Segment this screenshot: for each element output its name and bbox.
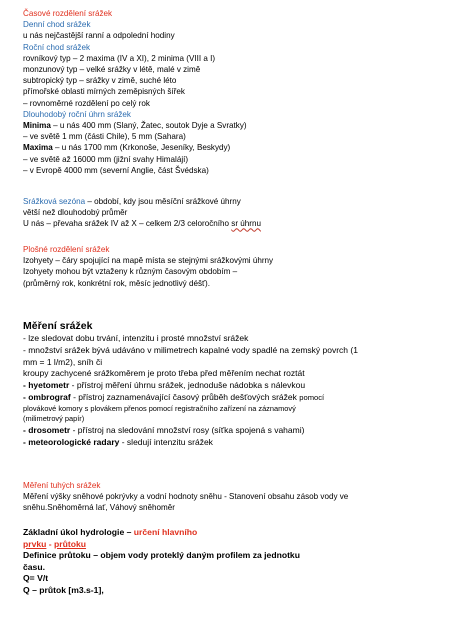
- season-text: – období, kdy jsou měsíční srážkové úhrny: [85, 197, 241, 206]
- text-line-maxima: [23, 142, 459, 153]
- section-measurement: [23, 319, 459, 448]
- text-span: U nás – převaha srážek IV až X – celkem 2/3 celoročního: [23, 219, 232, 229]
- text-line: času.: [23, 561, 45, 572]
- section-title: Měření tuhých srážek: [23, 481, 101, 490]
- hydrology-title: [23, 527, 459, 539]
- formula: Q= V/t: [23, 573, 49, 584]
- maxima-text: – u nás 1700 mm (Krkonoše, Jeseníky, Beskydy): [52, 143, 231, 153]
- subheading-longterm: Dlouhodobý roční úhrn srážek: [23, 109, 131, 119]
- text-line: kroupy zachycené srážkoměrem je proto třeba před měřením nechat roztát: [23, 368, 305, 379]
- instrument-term: - hyetometr: [23, 380, 70, 391]
- section-season: [23, 196, 459, 230]
- text-line: Izohyety mohou být vztaženy k různým časovým obdobím –: [23, 267, 238, 277]
- text-line: – rovnoměrné rozdělení po celý rok: [23, 98, 150, 108]
- section-title: Časové rozdělení srážek: [23, 9, 113, 18]
- text-line: Definice průtoku – objem vody proteklý daným profilem za jednotku: [23, 550, 300, 561]
- text-line: větší než dlouhodobý průměr: [23, 208, 128, 218]
- section-heading: Měření srážek: [23, 320, 93, 332]
- instrument-drosometr: [23, 425, 459, 437]
- text-line: subtropický typ – srážky v zimě, suché léto: [23, 76, 177, 86]
- hydrology-title-line2: [23, 539, 459, 551]
- instrument-term: - drosometr: [23, 424, 71, 435]
- text-line: [23, 218, 459, 229]
- maxima-label: Maxima: [23, 143, 53, 153]
- section-spatial-distribution: [23, 244, 459, 289]
- formula-unit: Q – průtok [m3.s-1],: [23, 584, 104, 595]
- text-line-minima: [23, 120, 459, 131]
- section-title: Plošné rozdělení srážek: [23, 245, 110, 254]
- instrument-term: - meteorologické radary: [23, 436, 120, 447]
- text-line: - množství srážek bývá udáváno v milimetrech kapalné vody spadlé na zemský povrch (1: [23, 344, 358, 355]
- text-line: rovníkový typ – 2 maxima (IV a XI), 2 minima (VIII a I): [23, 53, 216, 63]
- minima-text: – u nás 400 mm (Slaný, Žatec, soutok Dyje a Svratky): [50, 121, 247, 131]
- section-hydrology: [23, 527, 459, 597]
- text-line: mm = 1 l/m2), sníh či: [23, 356, 103, 367]
- text-line-season: [23, 196, 459, 207]
- text-line: plovákové komory s plovákem přenos pomocí registračního zařízení na záznamový: [23, 403, 296, 413]
- instrument-hyetometr: [23, 380, 459, 392]
- text-line: – ve světě až 16000 mm (jižní svahy Himalájí): [23, 154, 189, 164]
- text-line: (milimetrový papír): [23, 414, 85, 424]
- text-line: Měření výšky sněhové pokrývky a vodní hodnoty sněhu - Stanovení obsahu zásob vody ve: [23, 492, 349, 502]
- text-line: monzunový typ – velké srážky v létě, malé v zimě: [23, 65, 201, 75]
- instrument-text: - sledují intenzitu srážek: [119, 436, 213, 447]
- text-line: - lze sledovat dobu trvání, intenzitu i prosté množství srážek: [23, 333, 249, 343]
- text-line: sněhu.Sněhoměrná lať, Váhový sněhoměr: [23, 503, 175, 513]
- text-line: – v Evropě 4000 mm (severní Anglie, část Švédska): [23, 165, 209, 175]
- subheading-annual: Roční chod srážek: [23, 42, 91, 52]
- spellcheck-word: sr úhrnu: [231, 219, 261, 229]
- title-part-red: určení hlavního: [133, 527, 198, 537]
- text-line: (průměrný rok, konkrétní rok, měsíc jednotlivý déšť).: [23, 278, 211, 288]
- subheading-daily: Denní chod srážek: [23, 20, 91, 30]
- minima-label: Minima: [23, 121, 51, 131]
- title-part-red: -: [46, 538, 55, 549]
- text-line: u nás nejčastější ranní a odpolední hodiny: [23, 31, 175, 41]
- text-line: Izohyety – čáry spojující na mapě místa se stejnými srážkovými úhrny: [23, 256, 274, 266]
- section-time-distribution: [23, 8, 459, 176]
- instrument-text: - přístroj měření úhrnu srážek, jednoduše nádobka s nálevkou: [69, 380, 306, 391]
- instrument-text: - přístroj zaznamenávající časový průběh dešťových srážek: [70, 391, 300, 402]
- instrument-text-small: pomocí: [299, 392, 325, 402]
- title-part-red: prvku: [23, 538, 47, 549]
- instrument-term: - ombrograf: [23, 391, 71, 402]
- season-term: Srážková sezóna: [23, 197, 86, 206]
- text-line: – ve světě 1 mm (části Chile), 5 mm (Sahara): [23, 132, 186, 142]
- section-solid-precipitation: [23, 480, 459, 514]
- title-part-red: průtoku: [54, 538, 87, 549]
- instrument-text: - přístroj na sledování množství rosy (síťka spojená s vahami): [70, 424, 305, 435]
- title-part: Základní úkol hydrologie –: [23, 527, 134, 537]
- text-line: přímořské oblasti mírných zeměpisných šířek: [23, 87, 185, 97]
- instrument-ombrograf: [23, 392, 459, 404]
- instrument-radar: [23, 437, 459, 449]
